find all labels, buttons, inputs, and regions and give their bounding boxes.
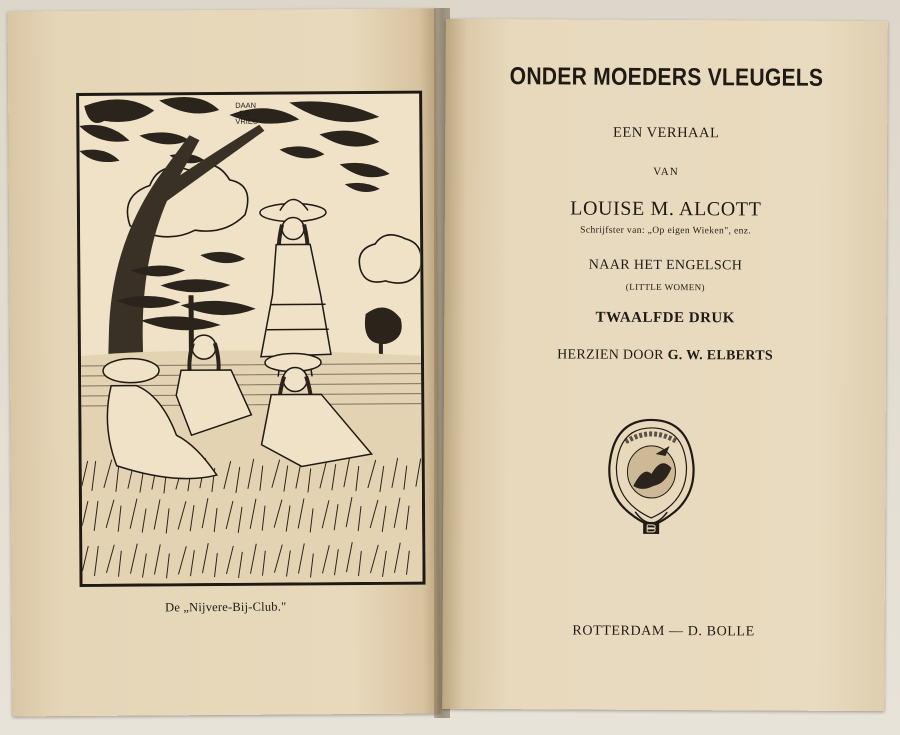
svg-text:VRIES: VRIES (235, 116, 258, 126)
book-subtitle: EEN VERHAAL (613, 124, 720, 142)
book-title: ONDER MOEDERS VLEUGELS (509, 63, 824, 92)
illustration-drawing (79, 94, 422, 584)
by-line: VAN (653, 165, 679, 179)
publisher-seal-icon (603, 416, 700, 543)
editor-prefix: HERZIEN DOOR (557, 347, 668, 364)
author-name: LOUISE M. ALCOTT (570, 197, 762, 221)
frontispiece-illustration (76, 91, 425, 587)
editor-line (444, 347, 886, 365)
author-works: Schrijfster van: „Op eigen Wieken", enz. (580, 225, 752, 237)
edition: TWAALFDE DRUK (595, 309, 736, 327)
svg-text:DAAN: DAAN (235, 100, 257, 110)
left-page (8, 9, 441, 717)
title-page (442, 19, 888, 711)
illustration-caption: De „Nijvere-Bij-Club." (165, 599, 287, 615)
editor-name: G. W. ELBERTS (667, 348, 773, 364)
original-title: (LITTLE WOMEN) (625, 281, 706, 293)
translation-note: NAAR HET ENGELSCH (588, 257, 743, 274)
svg-text:DE: DE (239, 108, 250, 118)
publisher-imprint: ROTTERDAM — D. BOLLE (572, 623, 755, 640)
